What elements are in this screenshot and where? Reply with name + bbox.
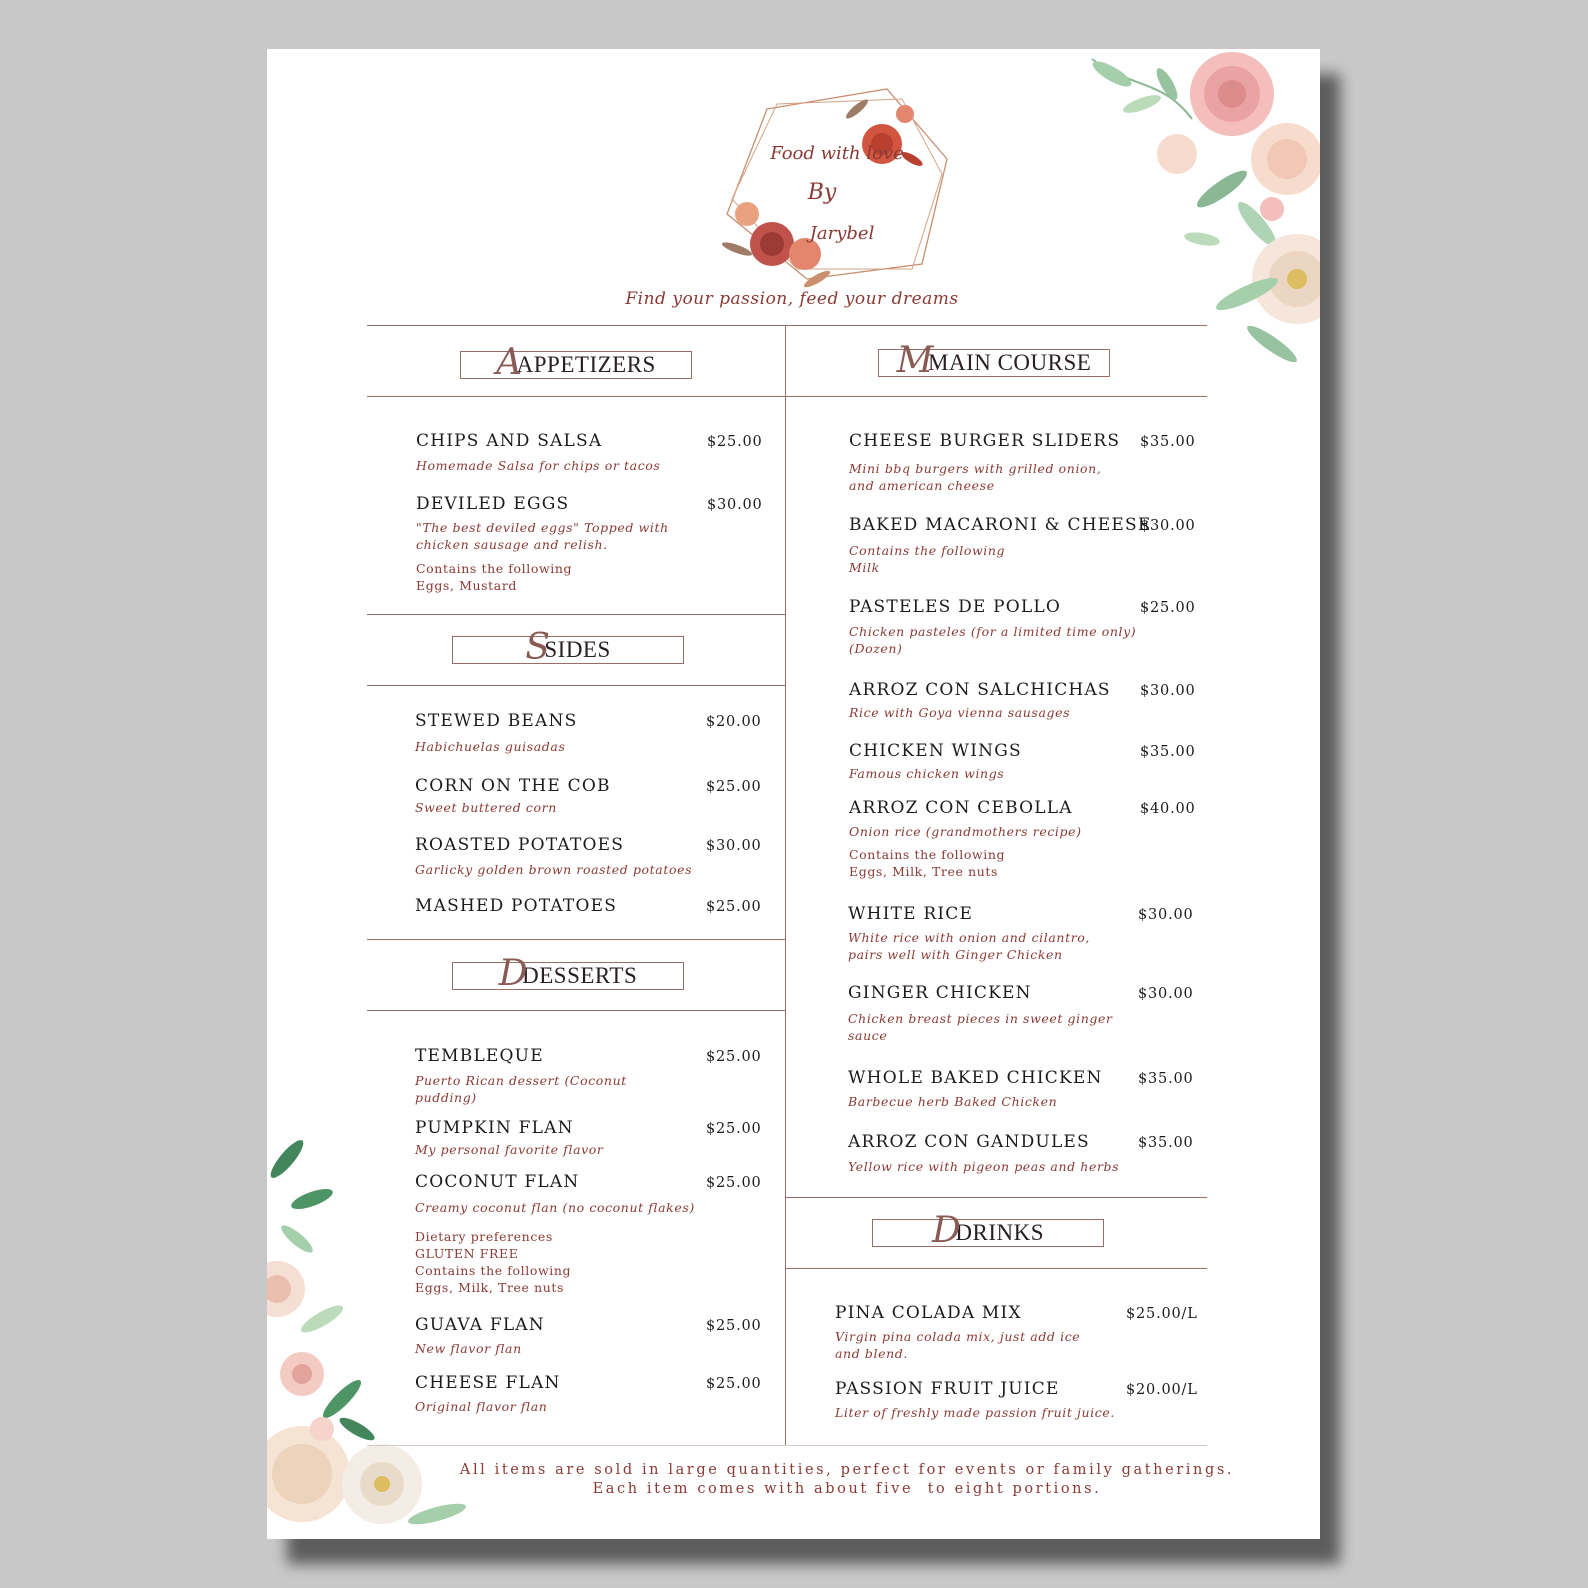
menu-item-description: Habichuelas guisadas [415,739,566,754]
menu-item-description: White rice with onion and cilantro, pairs well with Ginger Chicken [848,930,1090,962]
section-title-appetizers [460,341,692,383]
menu-item-description: Barbecue herb Baked Chicken [848,1094,1058,1109]
menu-item-name: CORN ON THE COB [415,776,611,796]
menu-item-price: $30.00 [1138,986,1194,1002]
menu-item-description: "The best deviled eggs" Topped with chicken sausage and relish. [416,520,669,552]
section-title-main-course [878,339,1110,381]
menu-item-price: $25.00 [706,1376,762,1392]
menu-item-allergens: Contains the following Eggs, Mustard [416,561,573,593]
rule-top [367,325,1207,326]
rule-drinks-top [785,1197,1207,1198]
section-initial: S [525,626,551,668]
menu-item-price: $30.00 [1140,683,1196,699]
footer-line2: Each item comes with about five to eight portions. [592,1481,1102,1497]
menu-item-description: Contains the following Milk [849,543,1006,575]
section-title-text: MAIN COURSE [928,350,1092,375]
menu-item-name: ARROZ CON SALCHICHAS [849,680,1111,700]
menu-item-price: $30.00 [1138,907,1194,923]
menu-item-price: $30.00 [706,838,762,854]
menu-item-description: Chicken breast pieces in sweet ginger sauce [848,1011,1113,1043]
menu-item-description: Garlicky golden brown roasted potatoes [415,862,693,877]
menu-item-description: New flavor flan [415,1341,522,1356]
menu-item-name: WHITE RICE [848,904,974,924]
rule-desserts-top [367,939,785,940]
menu-item-name: TEMBLEQUE [415,1046,544,1066]
menu-item-description: My personal favorite flavor [415,1142,604,1157]
tagline: Find your passion, feed your dreams [625,289,959,309]
menu-item-price: $25.00 [706,899,762,915]
logo-line1: Food with love [770,143,904,164]
menu-item-price: $20.00 [706,714,762,730]
menu-item-name: GUAVA FLAN [415,1315,545,1335]
menu-item-price: $35.00 [1140,434,1196,450]
menu-item-price: $35.00 [1138,1071,1194,1087]
menu-item-description: Liter of freshly made passion fruit juice. [835,1405,1115,1420]
menu-item-description: Virgin pina colada mix, just add ice and blend. [835,1329,1081,1361]
column-divider [785,325,786,1445]
section-title-text: APPETIZERS [516,352,656,377]
menu-item-price: $35.00 [1140,744,1196,760]
logo-line3: Jarybel [809,223,875,244]
menu-item-name: GINGER CHICKEN [848,983,1032,1003]
menu-item-price: $25.00 [706,1318,762,1334]
menu-item-description: Rice with Goya vienna sausages [849,705,1071,720]
rule-sides-bottom [367,685,785,686]
section-title-sides [452,626,684,668]
menu-item-description: Creamy coconut flan (no coconut flakes) [415,1200,695,1215]
section-title-desserts [452,952,684,994]
menu-item-description: Mini bbq burgers with grilled onion, and american cheese [849,461,1102,493]
menu-item-name: CHICKEN WINGS [849,741,1022,761]
menu-item-name: PUMPKIN FLAN [415,1118,574,1138]
section-title-drinks [872,1209,1104,1251]
menu-item-name: BAKED MACARONI & CHEESE [849,515,1152,535]
menu-item-name: COCONUT FLAN [415,1172,580,1192]
menu-item-name: ARROZ CON CEBOLLA [849,798,1073,818]
menu-item-name: ROASTED POTATOES [415,835,625,855]
menu-item-name: ARROZ CON GANDULES [848,1132,1090,1152]
menu-item-name: CHEESE FLAN [415,1373,561,1393]
menu-item-price: $40.00 [1140,801,1196,817]
menu-item-price: $20.00/L [1126,1382,1198,1398]
menu-item-description: Yellow rice with pigeon peas and herbs [848,1159,1120,1174]
footer-line1: All items are sold in large quantities, perfect for events or family gatherings. [459,1462,1235,1478]
menu-item-name: WHOLE BAKED CHICKEN [848,1068,1103,1088]
footer-note [397,1461,1297,1499]
menu-item-name: STEWED BEANS [415,711,578,731]
menu-item-price: $25.00 [706,779,762,795]
rule-desserts-bottom [367,1010,785,1011]
section-title-text: DESSERTS [522,963,638,988]
menu-item-description: Puerto Rican dessert (Coconut pudding) [415,1073,627,1105]
menu-item-description: Chicken pasteles (for a limited time only) (Dozen) [849,624,1137,656]
menu-item-name: MASHED POTATOES [415,896,618,916]
menu-item-name: PASTELES DE POLLO [849,597,1062,617]
rule-footer [367,1445,1207,1446]
section-initial: D [932,1209,962,1251]
menu-item-price: $25.00 [706,1121,762,1137]
menu-item-description: Famous chicken wings [849,766,1005,781]
section-initial: A [496,341,523,383]
section-title-text: SIDES [544,637,611,662]
menu-item-price: $25.00 [1140,600,1196,616]
menu-item-description: Homemade Salsa for chips or tacos [416,458,661,473]
rule-drinks-bottom [785,1268,1207,1269]
menu-item-description: Sweet buttered corn [415,800,557,815]
menu-item-name: DEVILED EGGS [416,494,570,514]
menu-item-name: PASSION FRUIT JUICE [835,1379,1060,1399]
section-initial: D [498,952,529,994]
menu-item-name: PINA COLADA MIX [835,1303,1022,1323]
menu-item-price: $25.00/L [1126,1306,1198,1322]
logo-wreath [687,64,987,324]
menu-item-allergens: Contains the following Eggs, Milk, Tree nuts [849,847,1006,879]
rule-appetizers-bottom [367,396,785,397]
menu-item-description: Original flavor flan [415,1399,548,1414]
menu-item-price: $25.00 [707,434,763,450]
logo-line2: By [807,180,837,205]
rule-sides-top [367,614,785,615]
menu-item-price: $25.00 [706,1175,762,1191]
menu-page [267,49,1320,1539]
menu-item-allergens: Dietary preferences GLUTEN FREE Contains the following Eggs, Milk, Tree nuts [415,1229,572,1295]
menu-item-name: CHEESE BURGER SLIDERS [849,431,1121,451]
section-initial: M [896,339,935,381]
menu-item-price: $30.00 [1140,518,1196,534]
section-title-text: DRINKS [955,1220,1044,1245]
menu-item-price: $35.00 [1138,1135,1194,1151]
rule-main-bottom [785,396,1207,397]
floral-corner-top-right [1072,49,1320,369]
menu-item-name: CHIPS AND SALSA [416,431,603,451]
menu-item-price: $25.00 [706,1049,762,1065]
menu-item-description: Onion rice (grandmothers recipe) [849,824,1082,839]
menu-item-price: $30.00 [707,497,763,513]
